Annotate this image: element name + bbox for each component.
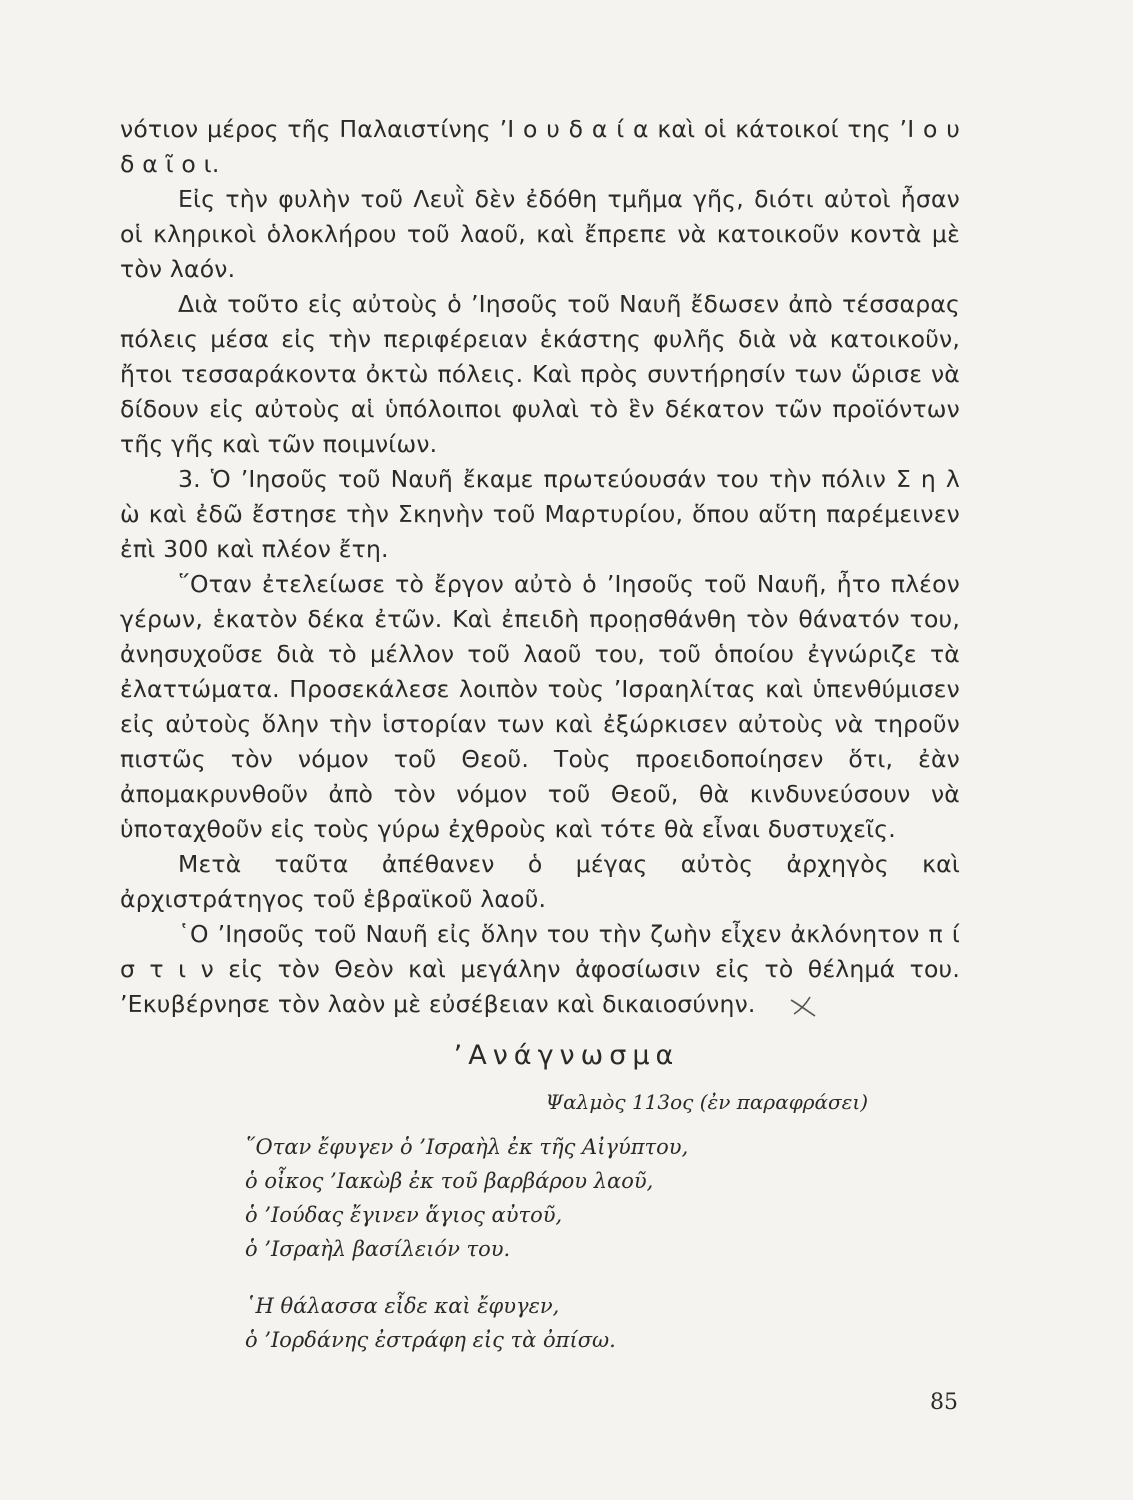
paragraph: Εἰς τὴν φυλὴν τοῦ Λευῒ δὲν ἐδόθη τμῆμα γῆς, διότι αὐτοὶ ἦσαν οἱ κληρικοὶ ὁλοκλήρου τοῦ λαοῦ, καὶ ἔπρεπε νὰ κατοικοῦν κοντὰ μὲ τὸν λαόν. — [120, 185, 960, 283]
paragraph-section-3: 3. Ὁ ’Ιησοῦς τοῦ Ναυῆ ἔκαμε πρωτεύουσάν του τὴν πόλιν Σ η λ ὼ καὶ ἐδῶ ἔστησε τὴν Σκηνὴν τοῦ Μαρτυρίου, ὅπου αὕτη παρέμεινεν ἐπὶ 300 καὶ πλέον ἔτη. — [120, 465, 960, 563]
poem-line: ῾Η θάλασσα εἶδε καὶ ἔφυγεν, — [245, 1294, 560, 1318]
paragraph: Διὰ τοῦτο εἰς αὐτοὺς ὁ ’Ιησοῦς τοῦ Ναυῆ ἔδωσεν ἀπὸ τέσσαρας πόλεις μέσα εἰς τὴν περιφέρειαν ἑκάστης φυλῆς διὰ νὰ κατοικοῦν, ἤτοι τεσσαράκοντα ὀκτὼ πόλεις. Καὶ πρὸς συντήρησίν των ὥρισε νὰ δίδουν εἰς αὐτοὺς αἱ ὑπόλοιποι φυλαὶ τὸ ἓν δέκατον τῶν προϊόντων τῆς γῆς καὶ τῶν ποιμνίων. — [120, 290, 960, 458]
poem-stanza — [245, 1130, 688, 1266]
paragraph-continuation: νότιον μέρος τῆς Παλαιστίνης ’Ι ο υ δ α ί α καὶ οἱ κάτοικοί της ’Ι ο υ δ α ῖ ο ι. — [120, 115, 960, 178]
poem-line: ὁ ’Ιορδάνης ἐστράφη εἰς τὰ ὀπίσω. — [245, 1328, 616, 1352]
poem-line: ὁ ’Ιούδας ἔγινεν ἅγιος αὐτοῦ, — [245, 1203, 563, 1227]
poem — [245, 1130, 688, 1380]
poem-line: ῞Οταν ἔφυγεν ὁ ’Ισραὴλ ἐκ τῆς Αἰγύπτου, — [245, 1135, 689, 1159]
psalm-reference: Ψαλμὸς 113ος (ἐν παραφράσει) — [545, 1090, 868, 1114]
paragraph: ῾Ο ’Ιησοῦς τοῦ Ναυῆ εἰς ὅλην του τὴν ζωὴν εἶχεν ἀκλόνητον π ί σ τ ι ν εἰς τὸν Θεὸν καὶ μεγάλην ἀφοσίωσιν εἰς τὸ θέλημά του. ’Εκυβέρνησε τὸν λαὸν μὲ εὐσέβειαν καὶ δικαιοσύνην. — [120, 920, 960, 1018]
paragraph: ῞Οταν ἐτελείωσε τὸ ἔργον αὐτὸ ὁ ’Ιησοῦς τοῦ Ναυῆ, ἦτο πλέον γέρων, ἑκατὸν δέκα ἐτῶν. Καὶ ἐπειδὴ προῃσθάνθη τὸν θάνατόν του, ἀνησυχοῦσε διὰ τὸ μέλλον τοῦ λαοῦ του, τοῦ ὁποίου ἐγνώριζε τὰ ἐλαττώματα. Προσεκάλεσε λοιπὸν τοὺς ’Ισραηλίτας καὶ ὑπενθύμισεν εἰς αὐτοὺς ὅλην τὴν ἱστορίαν των καὶ ἐξώρκισεν αὐτοὺς νὰ τηροῦν πιστῶς τὸν νόμον τοῦ Θεοῦ. Τοὺς προειδοποίησεν ὅτι, ἐὰν ἀπομακρυνθοῦν ἀπὸ τὸν νόμον τοῦ Θεοῦ, θὰ κινδυνεύσουν νὰ ὑποταχθοῦν εἰς τοὺς γύρω ἐχθροὺς καὶ τότε θὰ εἶναι δυστυχεῖς. — [120, 570, 960, 843]
page-number: 85 — [930, 1390, 958, 1415]
paragraph: Μετὰ ταῦτα ἀπέθανεν ὁ μέγας αὐτὸς ἀρχηγὸς καὶ ἀρχιστράτηγος τοῦ ἑβραϊκοῦ λαοῦ. — [120, 850, 960, 913]
body-text — [120, 112, 960, 1022]
section-heading: ’Ανάγνωσμα — [453, 1040, 680, 1071]
pencil-x-mark-icon — [788, 992, 818, 1018]
poem-stanza — [245, 1289, 688, 1357]
poem-line: ὁ ’Ισραὴλ βασίλειόν του. — [245, 1237, 511, 1261]
poem-line: ὁ οἶκος ’Ιακὼβ ἐκ τοῦ βαρβάρου λαοῦ, — [245, 1169, 654, 1193]
